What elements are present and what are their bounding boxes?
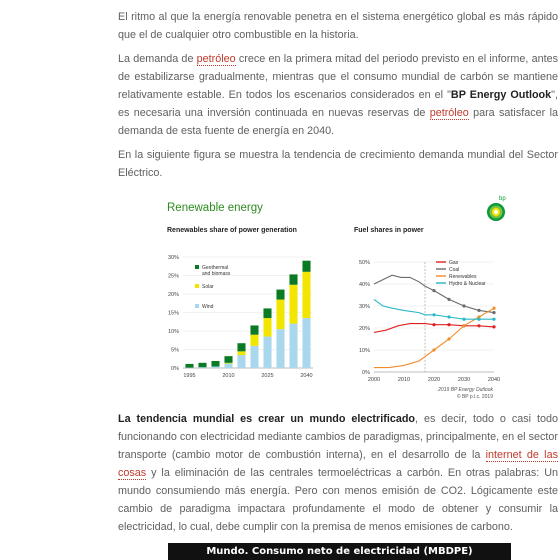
text-fragment: para satisfacer la demanda de esta fuente de energía en 2040. [118, 107, 558, 137]
bar-solar [224, 363, 232, 364]
x-tick-label: 2010 [397, 377, 411, 383]
text-fragment: y la eliminación de las centrales termoeléctricas a carbón. En otras palabras: Un mundo consumiendo más energía. Pero con menos emisión de CO2. Lógicamente este cambio de paradigma impactara profundamente el modo de obtener y consumir la electricidad, lo cual, debe cumplir con la premisa de menos emisiones de carbono. [118, 467, 558, 533]
legend-label: Hydro & Nuclear [449, 281, 486, 287]
point-coal [477, 309, 480, 312]
bar-geothermal-and-biomass [224, 356, 232, 363]
y-tick-label: 0% [362, 370, 370, 376]
bar-wind [237, 355, 245, 368]
point-renewables [462, 324, 465, 327]
paragraph-electrified-world [118, 410, 558, 536]
bar-geothermal-and-biomass [263, 308, 271, 318]
x-tick-label: 2025 [261, 373, 274, 379]
point-hydro-nuclear [477, 318, 480, 321]
x-tick-label: 2040 [300, 373, 313, 379]
y-tick-label: 5% [171, 347, 179, 354]
y-tick-label: 30% [167, 255, 179, 261]
legend-label: and biomass [202, 271, 231, 277]
paragraph-renewables-pace: El ritmo al que la energía renovable penetra en el sistema energético global es más rápido que el de cualquier otro combustible en la historia. [118, 11, 558, 41]
paragraph-oil-demand [118, 50, 558, 140]
point-coal [462, 304, 465, 307]
y-tick-label: 0% [171, 366, 179, 372]
x-tick-label: 1995 [183, 373, 196, 379]
bar-wind [302, 318, 310, 368]
bar-wind [250, 346, 258, 368]
x-tick-label: 2010 [222, 373, 235, 379]
legend-label: Coal [449, 267, 460, 273]
bar-geothermal-and-biomass [302, 261, 310, 272]
petroleo-link-2[interactable]: petróleo [429, 107, 469, 119]
point-gas [492, 325, 495, 328]
fuel-shares-chart [359, 260, 500, 383]
figure-svg [163, 192, 513, 404]
bar-wind [198, 367, 206, 368]
point-hydro-nuclear [492, 318, 495, 321]
point-gas [477, 324, 480, 327]
bar-wind [224, 364, 232, 368]
y-tick-label: 50% [358, 260, 370, 266]
point-gas [447, 323, 450, 326]
legend-swatch [195, 284, 199, 288]
bar-solar [276, 300, 284, 330]
y-tick-label: 30% [358, 304, 370, 310]
bar-solar [250, 335, 258, 346]
chart2-title: Fuel shares in power [354, 227, 424, 234]
bar-solar [263, 318, 271, 337]
x-tick-label: 2030 [457, 377, 471, 383]
bar-solar [302, 272, 310, 318]
figure-footnote-source: 2019 BP Energy Outlook [438, 387, 493, 393]
legend-swatch [195, 265, 199, 269]
figure-footnote-copyright: © BP p.l.c. 2019 [456, 394, 493, 400]
point-renewables [492, 307, 495, 310]
y-tick-label: 40% [358, 282, 370, 288]
legend-label: Wind [202, 304, 214, 310]
bar-geothermal-and-biomass [211, 361, 219, 367]
bar-geothermal-and-biomass [250, 325, 258, 334]
y-tick-label: 15% [167, 310, 179, 317]
point-hydro-nuclear [432, 313, 435, 316]
internet-of-things-link[interactable]: internet de las cosas [118, 449, 558, 479]
bar-wind [211, 367, 219, 368]
bar-geothermal-and-biomass [276, 290, 284, 300]
legend-label: Renewables [449, 274, 477, 280]
bp-outlook-quote: BP Energy Outlook [450, 89, 552, 101]
next-chart-header: Mundo. Consumo neto de electricidad (MBDPE) [168, 543, 511, 560]
legend-label: Geothermal [202, 265, 229, 271]
point-renewables [432, 348, 435, 351]
point-gas [432, 323, 435, 326]
text-fragment: crece en la primera mitad del periodo previsto en el informe, antes de estabilizarse gradualmente, mientras que el consumo mundial de carbón se mantiene relativamente estable. En todos los escenarios considerados en el " [118, 53, 558, 101]
bar-wind [263, 337, 271, 368]
line-renewables [374, 308, 494, 367]
text-fragment: , es decir, todo o casi todo funcionando con electricidad mediante cambios de paradigmas, principalmente, en el sector transporte (cambio motor de combustión interna), en el desarrollo de la [118, 413, 558, 461]
legend-label: Solar [202, 284, 214, 290]
chart1-title: Renewables share of power generation [167, 227, 297, 234]
x-tick-label: 2000 [367, 377, 381, 383]
point-coal [432, 289, 435, 292]
point-hydro-nuclear [447, 315, 450, 318]
point-renewables [447, 337, 450, 340]
bar-geothermal-and-biomass [198, 363, 206, 367]
figure-title: Renewable energy [167, 202, 263, 214]
renewables-share-chart [168, 255, 313, 379]
legend-label: Gas [449, 260, 459, 266]
bp-logo-icon [487, 196, 506, 221]
x-tick-label: 2020 [427, 377, 441, 383]
bar-wind [276, 329, 284, 368]
renewable-energy-figure [163, 192, 513, 404]
y-tick-label: 20% [167, 292, 179, 298]
x-tick-label: 2040 [487, 377, 501, 383]
legend-swatch [195, 304, 199, 308]
electrified-world-bold: La tendencia mundial es crear un mundo electrificado [118, 413, 416, 425]
y-tick-label: 20% [358, 326, 370, 332]
bar-geothermal-and-biomass [237, 343, 245, 351]
paragraph-figure-intro: En la siguiente figura se muestra la tendencia de crecimiento demanda mundial del Sector Eléctrico. [118, 149, 558, 179]
point-coal [492, 311, 495, 314]
y-tick-label: 10% [358, 348, 370, 354]
y-tick-label: 25% [167, 273, 179, 280]
text-fragment: ", es necesaria una inversión continuada en nuevas reservas de [118, 89, 558, 119]
bar-geothermal-and-biomass [185, 364, 193, 368]
bar-wind [289, 324, 297, 368]
bar-solar [289, 285, 297, 324]
point-hydro-nuclear [462, 318, 465, 321]
petroleo-link-1[interactable]: petróleo [196, 53, 236, 65]
bar-geothermal-and-biomass [289, 274, 297, 284]
text-fragment: La demanda de [118, 53, 197, 65]
point-coal [447, 298, 450, 301]
y-tick-label: 10% [167, 329, 179, 335]
bar-solar [237, 351, 245, 355]
bp-logo-text: bp [499, 196, 506, 202]
